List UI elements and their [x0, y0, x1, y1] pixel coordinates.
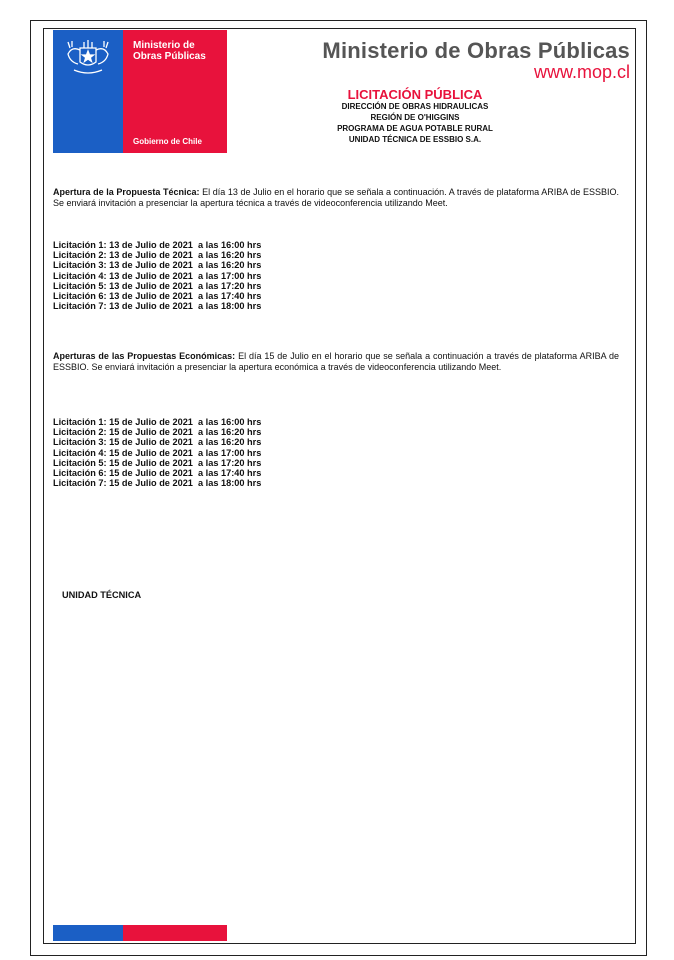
list-item: Licitación 5: 15 de Julio de 2021 a las 17:20 hrs	[53, 457, 262, 468]
list-item: Licitación 4: 13 de Julio de 2021 a las 17:00 hrs	[53, 270, 262, 281]
economic-text: El día 15 de Julio en el horario que se señala a continuación a través de plataforma ARIBA de ESSBIO. Se enviará invitación a presenciar la apertura económica a través de videoconferencia utilizando Meet.	[53, 351, 620, 372]
ministry-logo	[53, 30, 227, 153]
notice-subtitle-lines	[300, 101, 530, 145]
list-item: Licitación 4: 15 de Julio de 2021 a las 17:00 hrs	[53, 447, 262, 458]
technical-text: El día 13 de Julio en el horario que se señala a continuación. A través de plataforma ARIBA de ESSBIO. Se enviará invitación a presenciar la apertura técnica a través de videoconferencia utilizando Meet.	[53, 187, 620, 208]
chile-coat-of-arms-icon	[62, 36, 114, 76]
notice-title: LICITACIÓN PÚBLICA	[347, 87, 483, 102]
notice-line: PROGRAMA DE AGUA POTABLE RURAL	[337, 124, 493, 133]
list-item: Licitación 3: 15 de Julio de 2021 a las 16:20 hrs	[53, 437, 262, 448]
list-item: Licitación 1: 13 de Julio de 2021 a las 16:00 hrs	[53, 240, 262, 250]
logo-ministry-text: Ministerio de Obras Públicas	[133, 40, 206, 62]
economic-schedule-list	[53, 417, 261, 488]
technical-paragraph	[53, 187, 619, 209]
notice-line: DIRECCIÓN DE OBRAS HIDRAULICAS	[341, 102, 489, 111]
logo-government-text: Gobierno de Chile	[133, 137, 202, 146]
header-url: www.mop.cl	[533, 62, 630, 82]
technical-schedule-list	[53, 240, 261, 311]
footer-blue-block	[53, 925, 123, 941]
list-item: Licitación 1: 15 de Julio de 2021 a las 16:00 hrs	[53, 417, 262, 427]
list-item: Licitación 7: 13 de Julio de 2021 a las 18:00 hrs	[53, 301, 262, 312]
list-item: Licitación 6: 15 de Julio de 2021 a las 17:40 hrs	[53, 468, 262, 479]
economic-paragraph	[53, 351, 619, 373]
footer-color-bar	[53, 925, 227, 941]
signature-unit: UNIDAD TÉCNICA	[62, 590, 142, 600]
list-item: Licitación 7: 15 de Julio de 2021 a las 18:00 hrs	[53, 478, 262, 489]
list-item: Licitación 5: 13 de Julio de 2021 a las 17:20 hrs	[53, 280, 262, 291]
footer-red-block	[123, 925, 227, 941]
logo-blue-block	[53, 30, 123, 153]
economic-heading: Aperturas de las Propuestas Económicas:	[53, 351, 236, 361]
list-item: Licitación 2: 15 de Julio de 2021 a las 16:20 hrs	[53, 427, 262, 438]
notice-line: UNIDAD TÉCNICA DE ESSBIO S.A.	[348, 135, 482, 144]
notice-line: REGIÓN DE O'HIGGINS	[370, 113, 460, 122]
list-item: Licitación 3: 13 de Julio de 2021 a las 16:20 hrs	[53, 260, 262, 271]
technical-heading: Apertura de la Propuesta Técnica:	[53, 187, 200, 197]
header-title: Ministerio de Obras Públicas	[322, 38, 630, 63]
list-item: Licitación 2: 13 de Julio de 2021 a las 16:20 hrs	[53, 250, 262, 261]
list-item: Licitación 6: 13 de Julio de 2021 a las 17:40 hrs	[53, 291, 262, 302]
